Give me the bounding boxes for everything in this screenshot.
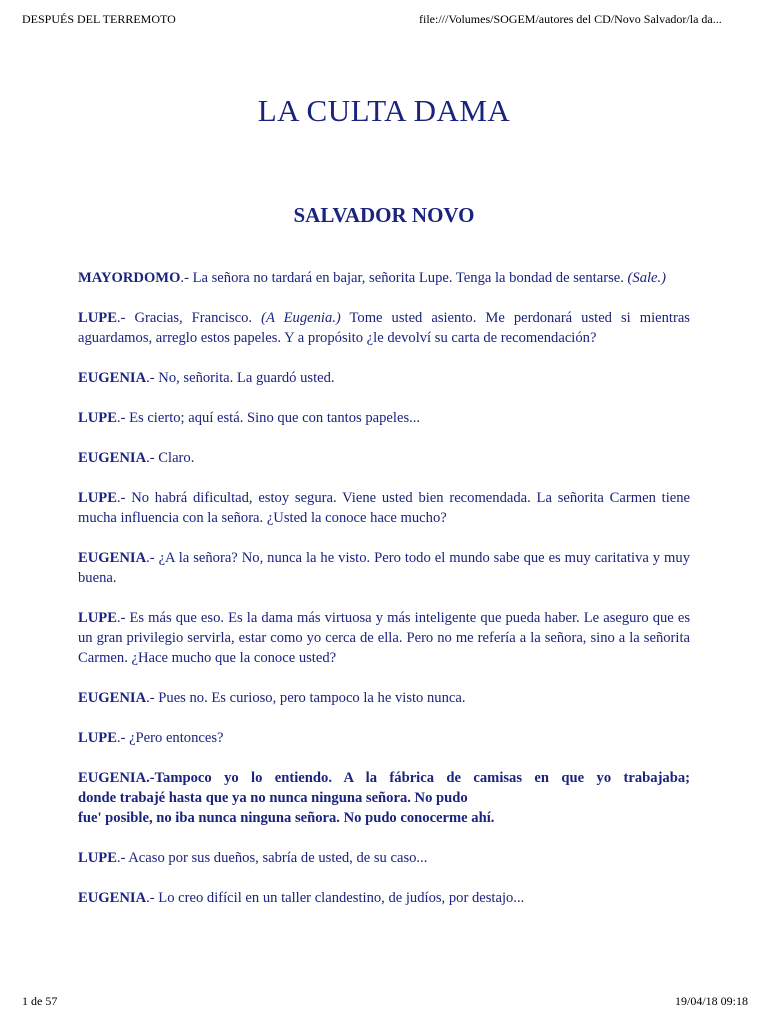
dialogue-text: .- ¿Pero entonces? — [116, 730, 224, 746]
dialogue-paragraph — [78, 688, 690, 708]
dialogue-paragraph — [78, 728, 690, 748]
speaker-name: LUPE — [78, 310, 117, 326]
dialogue-text: .-Tampoco yo lo entiendo. A la fábrica de camisas en que yo trabajaba; — [146, 770, 690, 786]
bold-line — [78, 768, 690, 788]
dialogue-text: .- No, señorita. La guardó usted. — [146, 370, 335, 386]
speaker-name: LUPE — [78, 850, 117, 866]
dialogue-paragraph — [78, 268, 690, 288]
dialogue-paragraph — [78, 408, 690, 428]
dialogue-paragraph — [78, 548, 690, 588]
dialogue-paragraph — [78, 848, 690, 868]
dialogue-paragraph — [78, 888, 690, 908]
speaker-name: EUGENIA — [78, 770, 147, 786]
dialogue-paragraph — [78, 308, 690, 348]
speaker-name: EUGENIA — [78, 550, 147, 566]
author-name: SALVADOR NOVO — [293, 203, 475, 227]
speaker-name: LUPE — [78, 490, 117, 506]
bold-line: fue' posible, no iba nunca ninguna señora. No pudo conocerme ahí. — [78, 810, 495, 826]
dialogue-text: .- ¿A la señora? No, nunca la he visto. Pero todo el mundo sabe que es muy caritativa y muy buena. — [78, 550, 690, 586]
speaker-name: LUPE — [78, 730, 117, 746]
dialogue-text: .- Es cierto; aquí está. Sino que con tantos papeles... — [116, 410, 421, 426]
page-counter: 1 de 57 — [22, 994, 58, 1008]
header-file-path: file:///Volumes/SOGEM/autores del CD/Novo Salvador/la da... — [419, 12, 722, 26]
speaker-name: EUGENIA — [78, 370, 147, 386]
dialogue-text: Tome usted asiento. Me perdonará usted si mientras aguardamos, arreglo estos papeles. Y a propósito ¿le devolví su carta de recomendación? — [78, 310, 690, 346]
stage-direction: (Sale.) — [627, 270, 667, 286]
dialogue-text: .- Es más que eso. Es la dama más virtuosa y más inteligente que pueda haber. Le aseguro que es un gran privilegio servirla, estar como yo cerca de ella. Pero no me refería a la señora, sino a la señorita Carmen. ¿Hace mucho que la conoce usted? — [78, 610, 690, 666]
dialogue-text: .- No habrá dificultad, estoy segura. Viene usted bien recomendada. La señorita Carmen tiene mucha influencia con la señora. ¿Usted la conoce hace mucho? — [78, 490, 690, 526]
dialogue-text: .- Gracias, Francisco. — [116, 310, 262, 326]
stage-direction: (A Eugenia.) — [261, 310, 341, 326]
header-section-title: DESPUÉS DEL TERREMOTO — [22, 12, 176, 26]
speaker-name: MAYORDOMO — [78, 270, 181, 286]
dialogue-paragraph — [78, 608, 690, 668]
dialogue-paragraph — [78, 448, 690, 468]
dialogue-text: .- Lo creo difícil en un taller clandestino, de judíos, por destajo... — [146, 890, 525, 906]
dialogue-text: .- Acaso por sus dueños, sabría de usted, de su caso... — [116, 850, 428, 866]
dialogue-body — [78, 268, 690, 928]
speaker-name: LUPE — [78, 410, 117, 426]
speaker-name: EUGENIA — [78, 450, 147, 466]
speaker-name: LUPE — [78, 610, 117, 626]
dialogue-paragraph-bold — [78, 768, 690, 828]
dialogue-paragraph — [78, 368, 690, 388]
dialogue-text: .- Pues no. Es curioso, pero tampoco la he visto nunca. — [146, 690, 466, 706]
print-timestamp: 19/04/18 09:18 — [674, 994, 748, 1008]
dialogue-text: .- Claro. — [146, 450, 195, 466]
speaker-name: EUGENIA — [78, 890, 147, 906]
play-title: LA CULTA DAMA — [257, 93, 511, 128]
speaker-name: EUGENIA — [78, 690, 147, 706]
bold-line: donde trabajé hasta que ya no nunca ninguna señora. No pudo — [78, 790, 468, 806]
dialogue-paragraph — [78, 488, 690, 528]
dialogue-text: .- La señora no tardará en bajar, señorita Lupe. Tenga la bondad de sentarse. — [180, 270, 628, 286]
